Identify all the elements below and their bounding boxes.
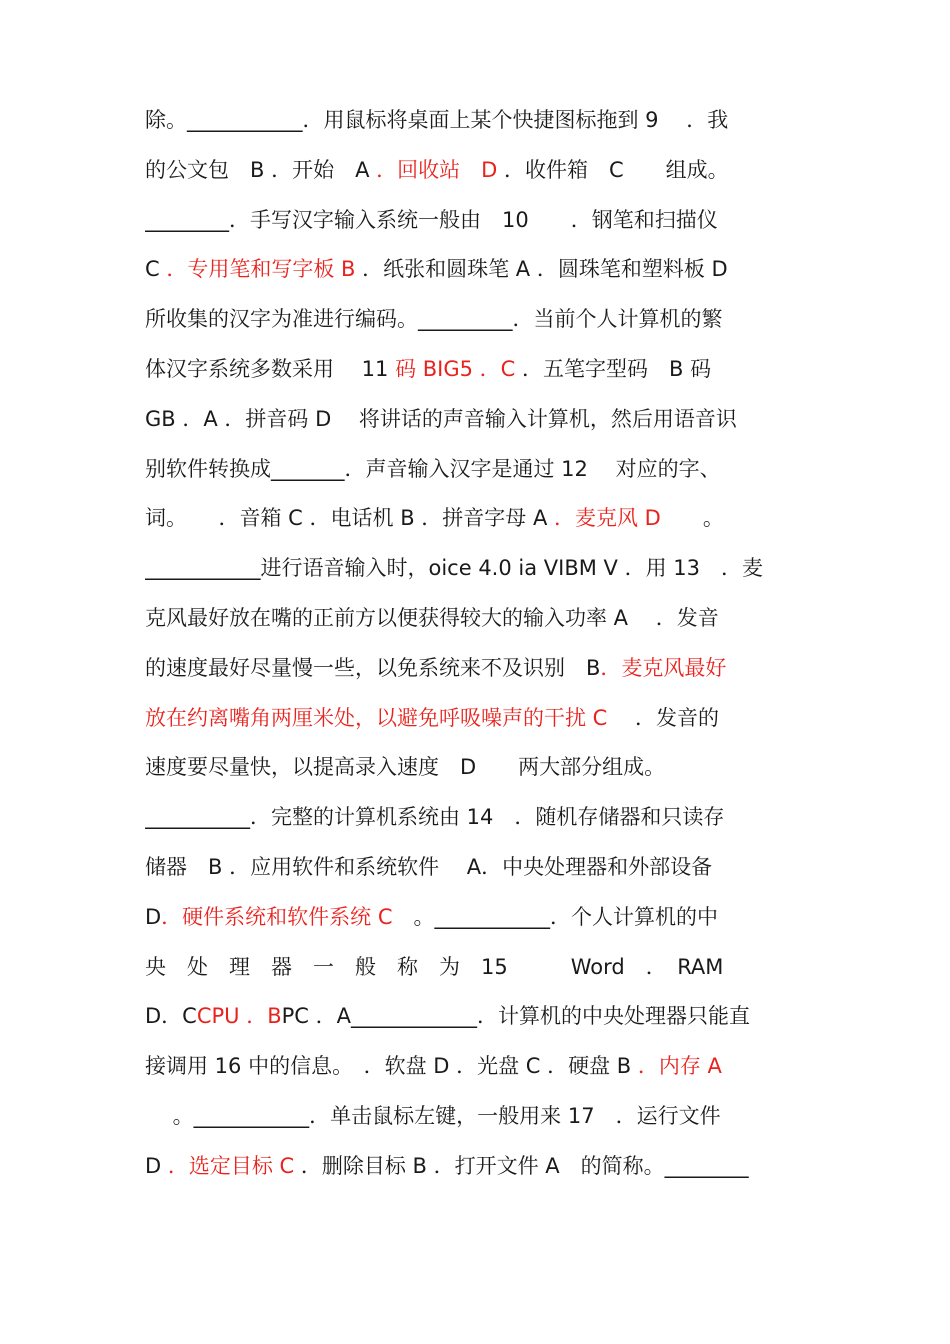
question-text: 。___________．单击鼠标左键，一般用来 17 ．运行文件	[145, 1104, 721, 1128]
question-text: D．C	[145, 1004, 197, 1029]
answer-text: ．麦克风最好	[600, 655, 727, 680]
text-line	[145, 698, 810, 738]
question-text: ．纸张和圆珠笔 A ．圆珠笔和塑料板 D	[355, 257, 728, 282]
question-text: 接调用 16 中的信息。 ．软盘 D ．光盘 C ．硬盘 B	[145, 1054, 638, 1079]
text-line	[145, 897, 810, 937]
text-line	[145, 648, 810, 688]
question-text: 。	[660, 506, 724, 531]
answer-text: ．回收站 D	[376, 157, 498, 182]
text-line	[145, 847, 810, 887]
question-text: 速度要尽量快，以提高录入速度 D 两大部分组成。	[145, 755, 666, 780]
text-line	[145, 1146, 810, 1186]
question-text: 储器 B ．应用软件和系统软件 A．中央处理器和外部设备	[145, 855, 713, 879]
question-text: C	[145, 257, 167, 282]
question-text: 除。___________．用鼠标将桌面上某个快捷图标拖到 9 ．我	[145, 108, 729, 132]
question-text: ________．手写汉字输入系统一般由 10 ．钢笔和扫描仪	[145, 207, 718, 232]
text-line	[145, 100, 810, 140]
question-text: 的公文包 B ．开始 A	[145, 157, 377, 182]
question-text: ．五笔字型码 B 码	[515, 357, 712, 381]
question-text: GB ．A ．拼音码 D 将讲话的声音输入计算机，然后用语音识	[145, 406, 737, 431]
question-text: ___________进行语音输入时，oice 4.0 ia VIBM V ．用 13 ．麦	[145, 556, 763, 581]
text-line	[145, 200, 810, 240]
answer-text: 码 BIG5 ．C	[395, 357, 516, 381]
answer-text: ．麦克风 D	[554, 506, 661, 531]
text-line	[145, 498, 810, 538]
question-text: ．删除目标 B ．打开文件 A 的简称。________	[294, 1153, 749, 1178]
answer-text: 放在约离嘴角两厘米处，以避免呼吸噪声的干扰 C	[145, 705, 608, 730]
text-line	[145, 150, 810, 190]
text-line	[145, 548, 810, 588]
text-line	[145, 598, 810, 638]
answer-text: ．选定目标 C	[167, 1153, 295, 1178]
text-line	[145, 449, 810, 489]
question-text: __________．完整的计算机系统由 14 ．随机存储器和只读存	[145, 805, 725, 830]
question-text: 。___________．个人计算机的中	[392, 904, 719, 929]
question-text: 央 处 理 器 一 般 称 为 15 Word ． RAM	[145, 954, 724, 979]
question-text: 别软件转换成_______．声音输入汉字是通过 12 对应的字、	[145, 456, 721, 481]
text-line	[145, 399, 810, 439]
question-text: ．发音的	[607, 705, 720, 730]
text-line	[145, 947, 810, 987]
text-line	[145, 299, 810, 339]
answer-text: ．专用笔和写字板 B	[166, 257, 356, 282]
text-line	[145, 349, 810, 389]
text-line	[145, 747, 810, 787]
question-text: 的速度最好尽量慢一些，以免系统来不及识别 B	[145, 655, 601, 680]
question-text: 克风最好放在嘴的正前方以便获得较大的输入功率 A ．发音	[145, 606, 719, 630]
question-text: 体汉字系统多数采用 11	[145, 357, 396, 381]
text-line	[145, 797, 810, 837]
text-line	[145, 1096, 810, 1136]
question-text: 词。 ．音箱 C ．电话机 B ．拼音字母 A	[145, 506, 554, 531]
text-line	[145, 996, 810, 1036]
question-text: 所收集的汉字为准进行编码。_________．当前个人计算机的繁	[145, 307, 723, 332]
question-text: D	[145, 1153, 168, 1178]
question-text: D	[145, 904, 162, 929]
text-line	[145, 1046, 810, 1086]
answer-text: CPU ．B	[196, 1004, 282, 1029]
question-text: ．收件箱 C 组成。	[497, 157, 729, 182]
answer-text: ．内存 A	[637, 1054, 722, 1079]
text-line	[145, 249, 810, 289]
question-text: PC ．A____________．计算机的中央处理器只能直	[281, 1004, 750, 1029]
answer-text: ．硬件系统和软件系统 C	[161, 904, 393, 929]
